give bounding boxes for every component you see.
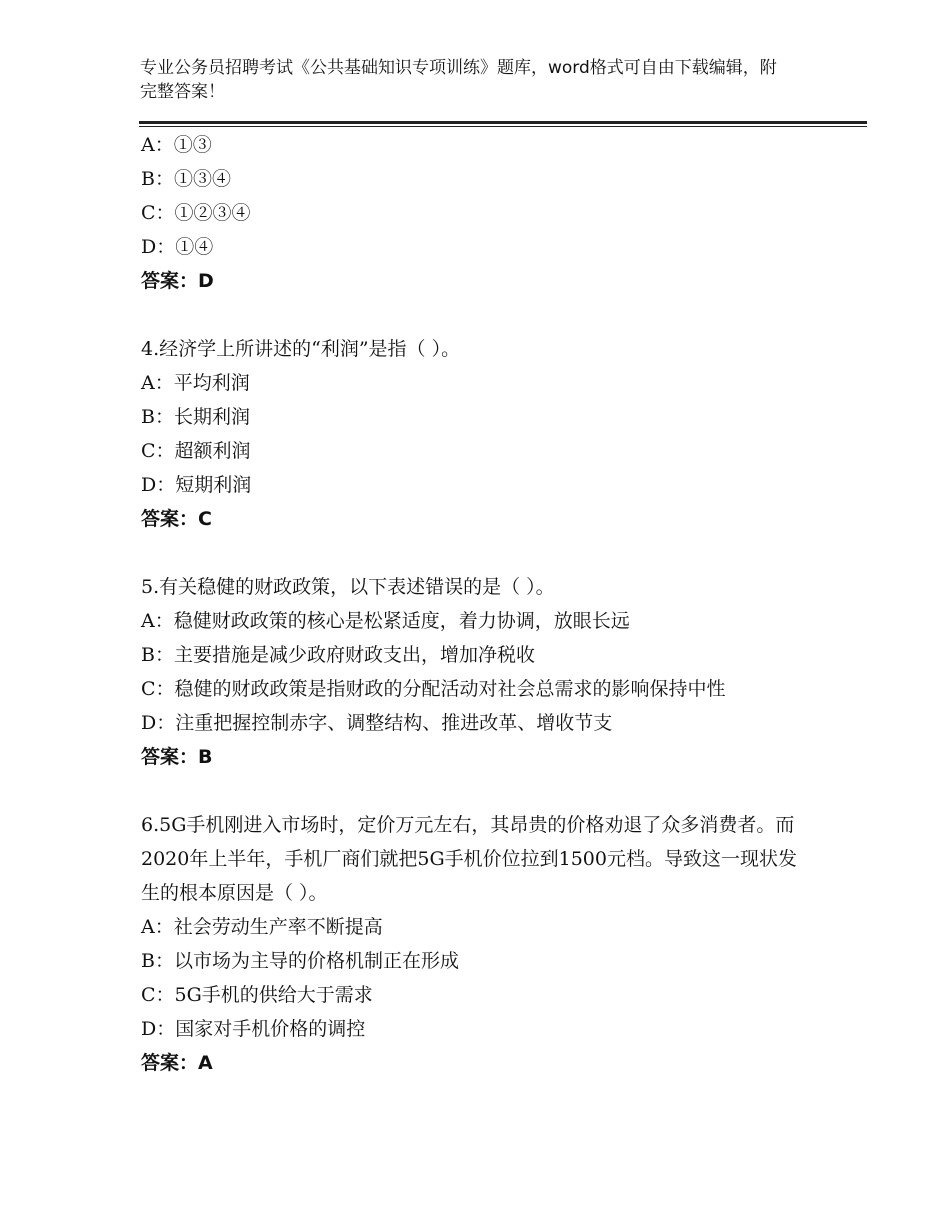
option-a: A：稳健财政政策的核心是松紧适度，着力协调，放眼长远 — [141, 610, 630, 632]
option-d: D：国家对手机价格的调控 — [141, 1018, 366, 1040]
header-rule-thick — [139, 121, 867, 124]
answer-line: 答案：B — [141, 746, 213, 768]
option-a: A：平均利润 — [141, 372, 250, 394]
option-b: B：以市场为主导的价格机制正在形成 — [141, 950, 459, 972]
answer-line: 答案：D — [141, 270, 214, 292]
header-rule-thin — [139, 126, 867, 127]
answer-line: 答案：C — [141, 508, 212, 530]
option-c: C：稳健的财政政策是指财政的分配活动对社会总需求的影响保持中性 — [141, 678, 726, 700]
option-b: B：①③④ — [141, 168, 231, 190]
option-b: B：长期利润 — [141, 406, 250, 428]
answer-line: 答案：A — [141, 1052, 213, 1074]
option-d: D：注重把握控制赤字、调整结构、推进改革、增收节支 — [141, 712, 613, 734]
option-d: D：短期利润 — [141, 474, 252, 496]
question-text: 4.经济学上所讲述的“利润”是指（ ）。 — [141, 338, 461, 360]
option-c: C：超额利润 — [141, 440, 251, 462]
question-text: 5.有关稳健的财政政策，以下表述错误的是（ ）。 — [141, 576, 555, 598]
option-c: C：5G手机的供给大于需求 — [141, 984, 373, 1006]
question-text: 6.5G手机刚进入市场时，定价万元左右，其昂贵的价格劝退了众多消费者。而2020年上半年，手机厂商们就把5G手机价位拉到1500元档。导致这一现状发生的根本原因是（ ）。 — [141, 814, 797, 904]
document-header: 专业公务员招聘考试《公共基础知识专项训练》题库，word格式可自由下载编辑，附完整答案！ — [140, 58, 777, 102]
question-content — [141, 128, 841, 1080]
option-c: C：①②③④ — [141, 202, 251, 224]
option-a: A：①③ — [141, 134, 212, 156]
option-a: A：社会劳动生产率不断提高 — [141, 916, 383, 938]
option-b: B：主要措施是减少政府财政支出，增加净税收 — [141, 644, 535, 666]
option-d: D：①④ — [141, 236, 214, 258]
